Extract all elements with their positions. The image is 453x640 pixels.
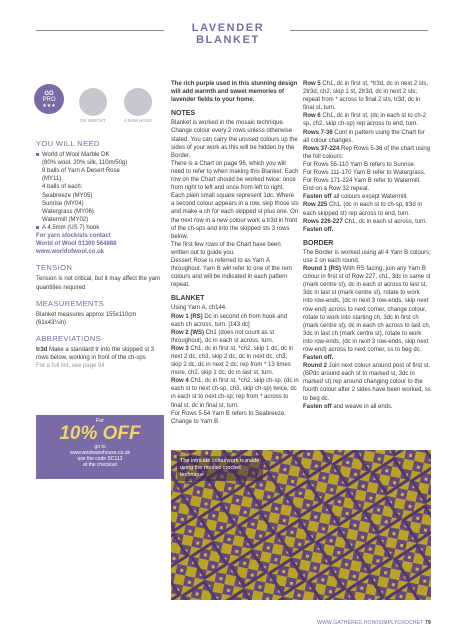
page-header (0, 20, 453, 46)
row-label: Row 1 (RS) (171, 313, 203, 320)
photo-caption: The intricate colourwork is made using the mosaic crochet technique (177, 456, 263, 481)
abbreviation-term: tr3d (36, 346, 48, 353)
row-instruction (303, 129, 431, 145)
row-text: all colours except Watermill. (331, 194, 408, 201)
intro-text: The rich purple used in this stunning design will add warmth and sweet memories of lavender fields to your home. (171, 81, 298, 104)
using-text: Using Yarn A, ch144. (171, 305, 227, 312)
material-line: World of Wool Marble DK (42, 152, 110, 159)
row-text: Join next colour around post of first st, (BPdc around each st to marked st, 3dc in marked st) rep around changing colour to the fourth colour after 2 sides have been worked, ss to beg dc. (303, 363, 431, 402)
abbreviations-more: For a full list, see page 94 (36, 363, 105, 370)
row-label: Rows 7-36 (303, 129, 333, 136)
material-line: Sunrise (MY04) (42, 200, 84, 207)
row-text: With RS facing, join any Yarn B colour in first st of Row 227, ch1, 3dc in same st (mark centre st), dc in each st across to last st, 3dc in last st (mark centre st), rotate to work into row-ends, (dc in next 3 row-ends, skip next row-end) across to next corner, change colour, rotate to work into starting ch, 3dc in first ch (mark centre st), dc in each ch across to last ch, 3dc in last ch (mark centre st), rotate to work into row-ends, (dc in next 3 row-ends, skip next row-end) across to next corner, ss to beg dc. (303, 266, 431, 353)
blanket-heading: BLANKET (171, 295, 205, 303)
colour-line: For Rows 111-170 Yarn B refer to Watergrass. (303, 170, 426, 177)
hook-icon (124, 88, 152, 116)
row-label: Row 225 (303, 202, 328, 209)
discount-promo[interactable] (36, 415, 164, 479)
material-line: Watergrass (MY06) (42, 208, 94, 215)
row-text: Ch1, dc in first st, *ch2, skip 1 dc, dc in next 2 dc, ch3, skip 2 dc, dc in next dc, ch3, skip 2 dc, dc in next 2 dc; rep from * 13 times more, ch2, skip 1 dc, dc in last st, turn. (171, 345, 294, 377)
first-rows-text: The first few rows of the Chart have been written out to guide you. (171, 241, 281, 256)
badge-pro: PRO (42, 97, 56, 103)
go-pro-badge (34, 84, 64, 114)
fasten-off: Fasten off. (303, 226, 334, 233)
weight-label: DK WEIGHT (80, 118, 106, 123)
page-title: LAVENDER BLANKET (191, 22, 265, 46)
row-instruction (303, 403, 431, 411)
badge-go: GO (44, 91, 54, 97)
row-label: Row 4 (171, 378, 189, 385)
row-label: Fasten off (303, 194, 332, 201)
stockist-name: World of Wool 01300 564888 (36, 241, 117, 248)
material-line: Seabreeze (MY05) (42, 192, 93, 199)
change-yarn-text: Change to Yarn B. (171, 418, 220, 425)
hook-label: 4.5MM HOOK (123, 118, 153, 123)
promo-discount: 10% OFF (59, 423, 141, 444)
colour-line: For Rows 55-110 Yarn B refers to Sunrise. (303, 161, 416, 168)
row-text: Rep Rows 5-36 of the chart using the foll colours: (303, 145, 431, 160)
hook-item: A 4.5mm (US 7) hook (36, 224, 164, 232)
row-instruction (171, 313, 299, 329)
pattern-column-middle (171, 80, 299, 426)
row-instruction (303, 362, 431, 402)
border-heading: BORDER (303, 239, 334, 247)
row-instruction (171, 345, 299, 377)
row-label: Row 6 (303, 113, 321, 120)
promo-line: at the checkout (83, 462, 117, 468)
row-instruction (171, 329, 299, 345)
row-instruction (171, 377, 299, 409)
material-line: Watermill (MY02) (42, 216, 89, 223)
page-number: 79 (425, 620, 431, 626)
row-text: Ch1 (does not count as st throughout), dc in each st across, turn. (171, 329, 275, 344)
row-text: Cont in pattern using the Chart for all colour changes. (303, 129, 425, 144)
fasten-off: Fasten off. (303, 355, 334, 362)
notes-heading: NOTES (171, 110, 196, 118)
measurements-text: Blanket measures approx 155x110cm (61x43¼in) (36, 311, 137, 326)
row-instruction (303, 80, 431, 112)
header-rule-left (36, 30, 164, 31)
row-label: Rows 226-227 (303, 218, 343, 225)
abbreviations-heading: ABBREVIATIONS (36, 333, 102, 343)
notes-text: Blanket is worked in the mosaic technique. Change colour every 2 rows unless otherwise stated. You can carry the unused colours up the sides of your work as this will be hidden by the Border. (171, 120, 298, 159)
row-text: Ch1, dc in each st across, turn. (342, 218, 428, 225)
footer-url[interactable]: WWW.GATHERED.HOW/SIMPLYCROCHET (317, 620, 424, 626)
chart-text: There is a Chart on page 96, which you will need to refer to when making this Blanket. Each row on the Chart should be worked twice: once from right to left and once from left to right. Each plain small square represent 1dc. Where a second colour appears in a row, skip those sts and make a ch for each skipped st plus one. On the next row in a new colour work a tr3d in front of the ch-sps and into the skipped sts 3 rows below. (171, 160, 299, 240)
stockists-text: For yarn stockists contact (36, 233, 111, 240)
row-label: Round 2 (303, 363, 327, 370)
material-line: 9 balls of Yarn A Desert Rose (42, 168, 120, 175)
row-text: and weave in all ends. (331, 403, 393, 410)
row-instruction (303, 201, 431, 217)
row-text: Dc in second ch from hook and each ch across, turn. [143 dc] (171, 313, 288, 328)
row-label: Row 2 (WS) (171, 329, 204, 336)
row-label: Fasten off (303, 403, 332, 410)
promo-line: go to (94, 444, 106, 450)
yarn-ball-icon (79, 88, 107, 116)
tension-text: Tension is not critical, but it may affect the yarn quantities required (36, 276, 161, 291)
promo-code: use the code SC113 (77, 456, 123, 462)
difficulty-badges (30, 88, 160, 128)
row-label: Row 5 (303, 81, 321, 87)
pattern-column-right (303, 80, 431, 411)
promo-url[interactable]: www.woolwarehouse.co.uk (69, 450, 131, 456)
material-line: 4 balls of each: (42, 184, 83, 191)
you-will-need-heading: YOU WILL NEED (36, 139, 100, 148)
page-footer (317, 620, 431, 626)
row-label: Round 1 (RS) (303, 266, 341, 273)
row-instruction (303, 218, 431, 226)
measurements-heading: MEASUREMENTS (36, 298, 105, 308)
abbreviation-entry (36, 346, 164, 362)
header-rule-right (290, 30, 428, 31)
yarn-note-text: Dessert Rose is referred to as Yarn A throughout. Yarn B will refer to one of the rem colours and will be indicated in each pattern repeat. (171, 257, 292, 289)
end-text: End on a Row 32 repeat. (303, 186, 370, 193)
row-text: Ch1, dc in first st, (dc in each st to ch-2 sp, ch2, skip ch-sp) rep across to end, turn. (303, 113, 427, 128)
row-text: Ch1, dc in first st, *ch2, skip ch-sp, (dc in each st to next ch-sp, ch3, skip ch-sp) twice, dc in each st to next ch-sp; rep from * across to final st, dc in final st, turn. (171, 378, 299, 409)
row-label: Rows 37-224 (303, 145, 340, 152)
tension-heading: TENSION (36, 263, 73, 273)
abbreviation-definition: Make a standard tr into the skipped st 3 rows below, working in front of the ch-sps (36, 346, 155, 362)
row-label: Row 3 (171, 345, 189, 352)
row-instruction (303, 265, 431, 354)
blanket-photo (171, 450, 431, 600)
row-text: Ch1, (dc in each st to ch-sp, tr3d in each skipped st) rep across to end, turn. (303, 202, 423, 217)
badge-stars: ★★★ (42, 103, 56, 109)
promo-for: For (95, 418, 105, 424)
stockist-url[interactable]: www.worldofwool.co.uk (36, 249, 105, 256)
border-text: The Border is worked using all 4 Yarn B colours; use 2 on each round. (303, 249, 431, 264)
material-line: (MY11) (42, 176, 62, 183)
row-instruction (303, 193, 431, 201)
row-text: Ch1, dc in first st, *tr3d, dc in next 2 sts, 2tr3d, ch2, skip 1 st, 2tr3d, dc in next 2 sts; repeat from * across to final 2 sts, tr3d, dc in final st, turn. (303, 81, 429, 112)
row-instruction (303, 145, 431, 161)
materials-item (36, 151, 164, 224)
sidebar (36, 140, 164, 370)
material-line: (80% wool, 20% silk, 110m/50g) (42, 160, 128, 167)
row-instruction (303, 112, 431, 128)
rows-colour-note: For Rows 5-54 Yarn B refers to Seabreeze. (171, 410, 286, 417)
colour-line: For Rows 171-224 Yarn B refer to Watermill. (303, 178, 421, 185)
